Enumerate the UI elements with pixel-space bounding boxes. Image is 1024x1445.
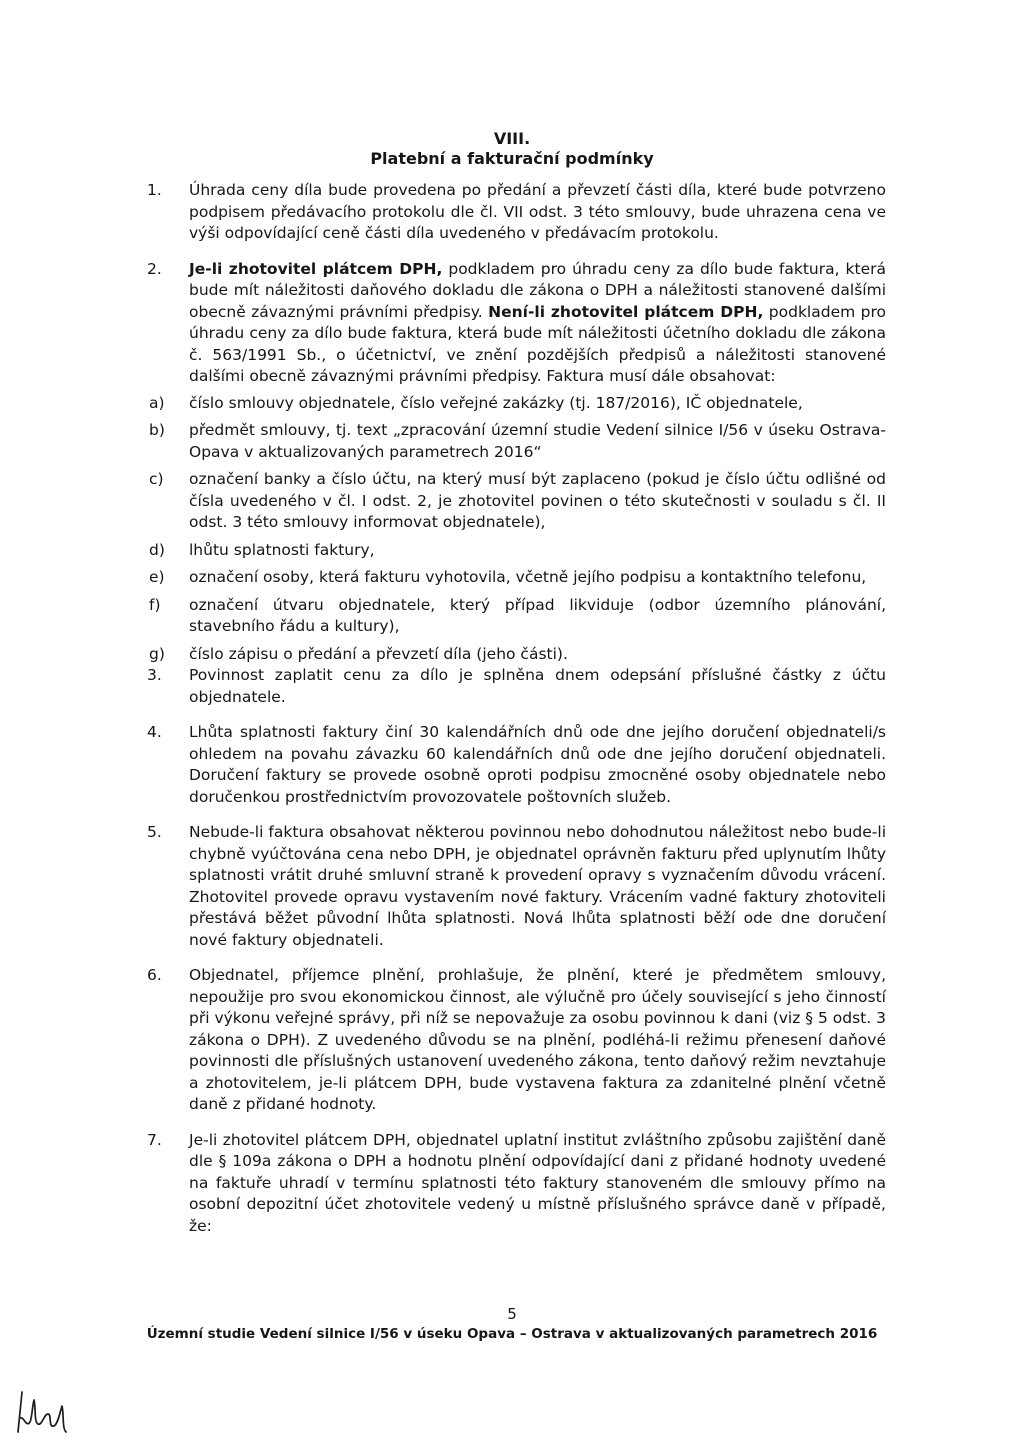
clause-2 bbox=[0, 259, 1024, 388]
clause-text: podkladem pro úhradu ceny za dílo bude faktura, která bude mít náležitosti účetního dokladu dle zákona č. 563/1991 Sb., o účetnictví, ve znění pozdějších předpisů a náležitosti stanovené dalšími obecně závaznými právními předpisy. Faktura musí dále obsahovat: bbox=[189, 302, 887, 385]
page-number: 5 bbox=[507, 1305, 517, 1323]
section-title: Platební a fakturační podmínky bbox=[370, 149, 654, 168]
clause-3 bbox=[0, 665, 1024, 708]
clause-text: Objednatel, příjemce plnění, prohlašuje, že plnění, které je předmětem smlouvy, nepoužije pro svou ekonomickou činnost, ale výlučně pro účely související s jeho činností při výkonu veřejné správy, při níž se nepovažuje za osobu povinnou k dani (viz § 5 odst. 3 zákona o DPH). Z uvedeného důvodu se na plnění, podléhá-li režimu přenesení daňové povinnosti dle příslušných ustanovení uvedeného zákona, tento daňový režim nevztahuje a zhotovitelem, je-li plátcem DPH, bude vystavena faktura za zdanitelné plnění včetně daně z přidané hodnoty. bbox=[189, 966, 886, 1113]
clause-number: 3. bbox=[147, 666, 162, 684]
clause-number: 1. bbox=[147, 181, 162, 199]
clause-text: Lhůta splatnosti faktury činí 30 kalendářních dnů ode dne jejího doručení objednateli/s ohledem na povahu závazku 60 kalendářních dnů ode dne jejího doručení objednateli. Doručení faktury se provede osobně oproti podpisu zmocněné osoby objednatele nebo doručenkou prostřednictvím provozovatele poštovních služeb. bbox=[189, 723, 886, 806]
clause-bold-text: Je-li zhotovitel plátcem DPH, bbox=[189, 259, 443, 278]
clause-text: Úhrada ceny díla bude provedena po předání a převzetí části díla, které bude potvrzeno podpisem předávacího protokolu dle čl. VII odst. 3 této smlouvy, bude uhrazena cena ve výši odpovídající ceně části díla uvedeného v předávacím protokolu. bbox=[189, 181, 886, 242]
subclause-text: lhůtu splatnosti faktury, bbox=[189, 540, 375, 559]
subclause-letter: f) bbox=[149, 595, 161, 614]
handwritten-initials-icon bbox=[14, 1388, 70, 1442]
subclause-text: označení banky a číslo účtu, na který musí být zaplaceno (pokud je číslo účtu odlišné od čísla uvedeného v čl. I odst. 2, je zhotovitel povinen o této skutečnosti v souladu s čl. II odst. 3 této smlouvy informovat objednatele), bbox=[189, 470, 886, 531]
section-body bbox=[0, 180, 1024, 1237]
clause-number: 2. bbox=[147, 259, 162, 278]
clause-bold-text: Není-li zhotovitel plátcem DPH, bbox=[488, 302, 764, 321]
clause-text: Je-li zhotovitel plátcem DPH, objednatel uplatní institut zvláštního způsobu zajištění daně dle § 109a zákona o DPH a hodnotu plnění odpovídající dani z přidané hodnoty uvedené na faktuře uhradí v termínu splatnosti této faktury stanoveném dle smlouvy přímo na osobní depozitní účet zhotovitele vedený u místně příslušného správce daně v případě, že: bbox=[189, 1130, 886, 1235]
clause-7 bbox=[0, 1130, 1024, 1238]
subclause-text: předmět smlouvy, tj. text „zpracování územní studie Vedení silnice I/56 v úseku Ostrava-Opava v aktualizovaných parametrech 2016“ bbox=[189, 421, 886, 461]
subclause-f bbox=[0, 595, 1024, 638]
clause-6 bbox=[0, 965, 1024, 1116]
subclause-d bbox=[0, 540, 1024, 562]
clause-text: Povinnost zaplatit cenu za dílo je splněna dnem odepsání příslušné částky z účtu objednatele. bbox=[189, 666, 886, 706]
subclause-b bbox=[0, 420, 1024, 463]
clause-text: Nebude-li faktura obsahovat některou povinnou nebo dohodnutou náležitost nebo bude-li chybně vyúčtována cena nebo DPH, je objednatel oprávněn fakturu před uplynutím lhůty splatnosti vrátit druhé smluvní straně k provedení opravy s vyznačením důvodu vrácení. Zhotovitel provede opravu vystavením nové faktury. Vrácením vadné faktury zhotoviteli přestává běžet původní lhůta splatnosti. Nová lhůta splatnosti běží ode dne doručení nové faktury objednateli. bbox=[189, 823, 886, 949]
subclause-letter: c) bbox=[149, 470, 164, 488]
clause-5 bbox=[0, 822, 1024, 951]
clause-number: 7. bbox=[147, 1130, 162, 1149]
subclause-letter: e) bbox=[149, 568, 165, 586]
clause-number: 4. bbox=[147, 723, 162, 741]
subclause-text: číslo smlouvy objednatele, číslo veřejné zakázky (tj. 187/2016), IČ objednatele, bbox=[189, 393, 803, 412]
subclause-e bbox=[0, 567, 1024, 589]
subclause-text: označení osoby, která fakturu vyhotovila, včetně jejího podpisu a kontaktního telefonu, bbox=[189, 568, 867, 586]
clause-number: 6. bbox=[147, 966, 162, 984]
subclause-text: číslo zápisu o předání a převzetí díla (jeho části). bbox=[189, 644, 568, 663]
clause-4 bbox=[0, 722, 1024, 808]
clause-number: 5. bbox=[147, 823, 162, 841]
subclause-letter: b) bbox=[149, 421, 165, 439]
subclause-letter: g) bbox=[149, 644, 165, 663]
subclause-a bbox=[0, 393, 1024, 415]
subclause-letter: d) bbox=[149, 540, 165, 559]
subclause-c bbox=[0, 469, 1024, 534]
clause-1 bbox=[0, 180, 1024, 245]
clause-text: podkladem pro úhradu ceny za dílo bude faktura, která bude mít náležitosti daňového dokladu dle zákona o DPH a náležitosti stanovené dalšími obecně závaznými právními předpisy. bbox=[189, 259, 886, 321]
subclause-g bbox=[0, 644, 1024, 666]
section-number: VIII. bbox=[493, 129, 531, 148]
subclause-text: označení útvaru objednatele, který případ likviduje (odbor územního plánování, stavebního řádu a kultury), bbox=[189, 595, 886, 635]
subclause-letter: a) bbox=[149, 393, 165, 412]
footer-title: Územní studie Vedení silnice I/56 v úseku Opava – Ostrava v aktualizovaných parametrech 2016 bbox=[146, 1326, 878, 1342]
